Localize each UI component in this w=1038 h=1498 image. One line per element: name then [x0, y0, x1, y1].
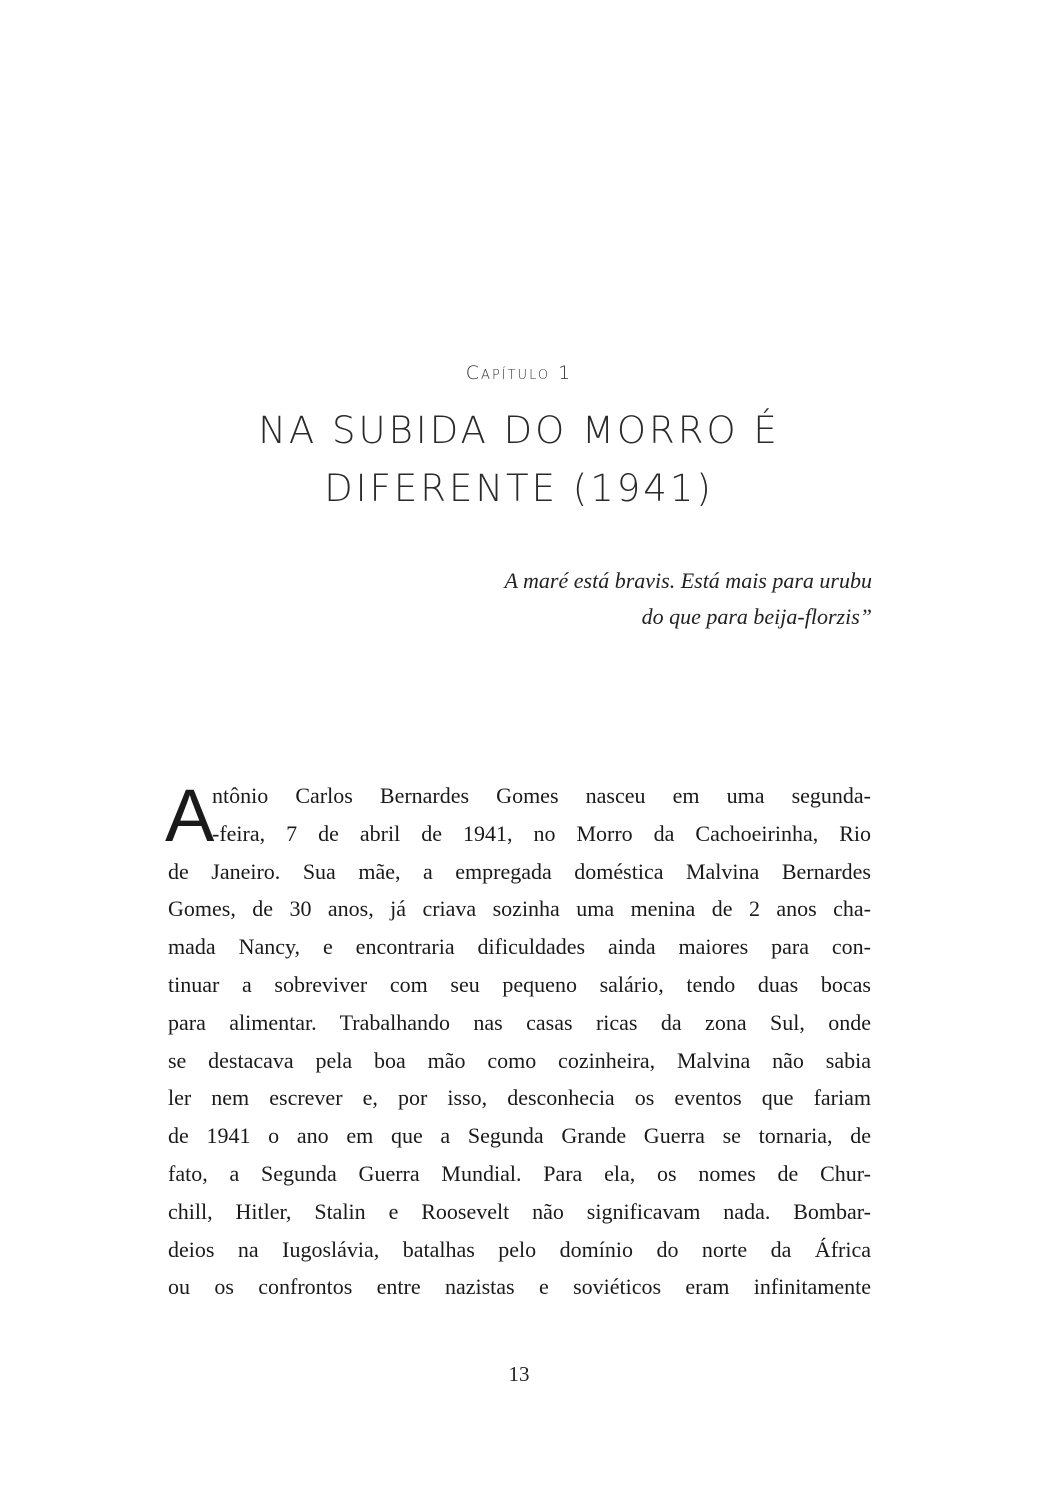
body-line: -feira, 7 de abril de 1941, no Morro da Cachoeirinha, Rio: [212, 820, 871, 846]
chapter-label: Capítulo 1: [465, 362, 573, 384]
body-line: Gomes, de 30 anos, já criava sozinha uma menina de 2 anos cha-: [168, 896, 871, 922]
body-line: se destacava pela boa mão como cozinheira, Malvina não sabia: [168, 1047, 871, 1073]
drop-cap: A: [165, 774, 215, 857]
body-line: mada Nancy, e encontraria dificuldades ainda maiores para con-: [168, 934, 871, 960]
chapter-title: [0, 402, 1038, 518]
body-line: ntônio Carlos Bernardes Gomes nasceu em uma segunda-: [212, 783, 871, 808]
body-line: chill, Hitler, Stalin e Roosevelt não significavam nada. Bombar-: [168, 1198, 871, 1224]
epigraph-line-2: do que para beija-florzis”: [641, 604, 872, 629]
epigraph: [400, 563, 872, 635]
body-line: para alimentar. Trabalhando nas casas ricas da zona Sul, onde: [168, 1009, 871, 1035]
body-line: de Janeiro. Sua mãe, a empregada doméstica Malvina Bernardes: [168, 858, 871, 884]
body-line: de 1941 o ano em que a Segunda Grande Guerra se tornaria, de: [168, 1123, 871, 1149]
page-number: 13: [508, 1362, 530, 1386]
body-line: fato, a Segunda Guerra Mundial. Para ela, os nomes de Chur-: [168, 1160, 871, 1186]
body-line: ou os confrontos entre nazistas e soviéticos eram infinitamente: [168, 1274, 871, 1300]
body-line: tinuar a sobreviver com seu pequeno salário, tendo duas bocas: [168, 971, 871, 997]
body-line: deios na Iugoslávia, batalhas pelo domínio do norte da África: [168, 1236, 871, 1262]
body-line: ler nem escrever e, por isso, desconhecia os eventos que fariam: [168, 1085, 871, 1111]
epigraph-line-1: A maré está bravis. Está mais para urubu: [504, 568, 872, 593]
chapter-title-line-1: NA SUBIDA DO MORRO É: [258, 409, 780, 452]
chapter-title-line-2: DIFERENTE (1941): [324, 467, 714, 510]
body-paragraph: [165, 774, 871, 1306]
